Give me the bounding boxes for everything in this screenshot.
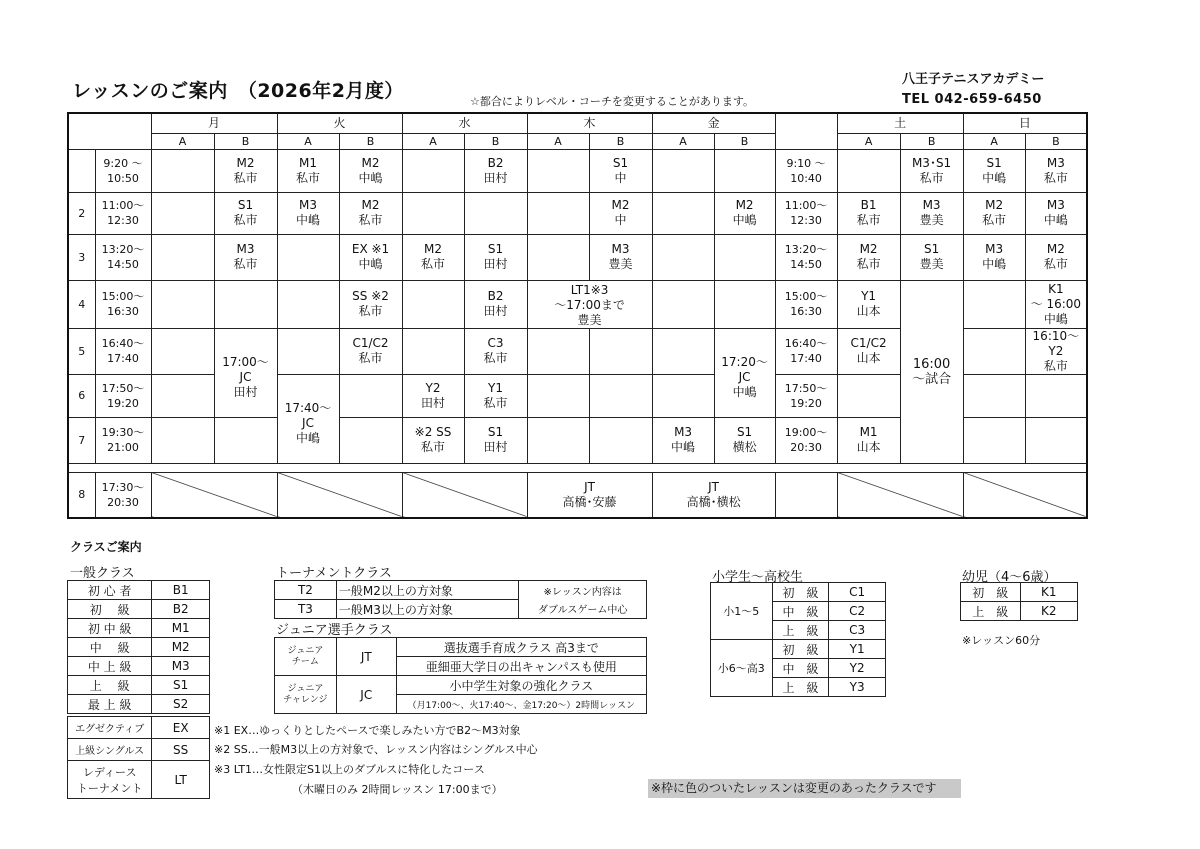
lesson-cell: 16:00 〜試合 (900, 280, 963, 463)
lesson-cell: B2 田村 (464, 280, 527, 328)
sub-header-a: A (402, 133, 464, 149)
lesson-cell (151, 328, 214, 374)
lesson-cell (589, 374, 652, 417)
lesson-cell: LT1※3 〜17:00まで 豊美 (527, 280, 652, 328)
lesson-cell (402, 280, 464, 328)
time-slot: 15:00〜 16:30 (775, 280, 837, 328)
lesson-cell (775, 472, 837, 518)
level-name: 中 上 級 (68, 657, 152, 676)
sub-header-a: A (963, 133, 1025, 149)
special-class-table (67, 716, 210, 799)
lesson-cell (527, 234, 589, 280)
lesson-cell: C3 私市 (464, 328, 527, 374)
row-number: 7 (68, 417, 95, 463)
lesson-schedule-table (67, 112, 1088, 519)
sub-header-b: B (339, 133, 402, 149)
level-code: SS (152, 739, 210, 761)
lesson-cell: S1 私市 (214, 192, 277, 234)
lesson-cell (277, 234, 339, 280)
row-number (68, 149, 95, 192)
lesson-cell (652, 374, 714, 417)
day-header-wed: 水 (402, 113, 527, 133)
level-code: S1 (152, 676, 210, 695)
lesson-cell: JT 高橋･横松 (652, 472, 775, 518)
time-slot: 17:30〜 20:30 (95, 472, 151, 518)
lesson-cell: S1 中 (589, 149, 652, 192)
lesson-cell (151, 234, 214, 280)
level-name: 初 中 級 (68, 619, 152, 638)
lesson-cell (837, 149, 900, 192)
tournament-code: T3 (275, 600, 337, 619)
sub-header-a: A (527, 133, 589, 149)
lesson-cell: EX ※1 中嶋 (339, 234, 402, 280)
lesson-cell: Y2 田村 (402, 374, 464, 417)
day-header-sat: 土 (837, 113, 963, 133)
sub-header-a: A (652, 133, 714, 149)
lesson-cell: M1 私市 (277, 149, 339, 192)
lesson-cell: ※2 SS 私市 (402, 417, 464, 463)
sub-header-b: B (214, 133, 277, 149)
junior-type: ジュニア チャレンジ (275, 676, 337, 714)
lesson-cell (652, 149, 714, 192)
footnote: ※3 LT1…女性限定S1以上のダブルスに特化したコース (214, 763, 485, 776)
lesson-cell: M2 私市 (402, 234, 464, 280)
lesson-cell: 17:00〜 JC 田村 (214, 328, 277, 417)
time-slot: 19:00〜 20:30 (775, 417, 837, 463)
level-code: B1 (152, 581, 210, 600)
lesson-cell (151, 149, 214, 192)
kids-class-table (960, 582, 1078, 621)
lesson-cell: M3 私市 (214, 234, 277, 280)
level-name: 初 級 (68, 600, 152, 619)
lesson-cell: B1 私市 (837, 192, 900, 234)
lesson-cell: M2 私市 (1025, 234, 1087, 280)
lesson-cell: 17:20〜 JC 中嶋 (714, 328, 775, 417)
level-code: Y2 (829, 659, 886, 678)
tournament-class-title: トーナメントクラス (276, 566, 392, 581)
level-code: C1 (829, 583, 886, 602)
kids-class-title: 幼児（4〜6歳） (962, 570, 1057, 585)
lesson-cell: M3 中嶋 (963, 234, 1025, 280)
lesson-cell (1025, 417, 1087, 463)
footnote: ※2 SS…一般M3以上の方対象で、レッスン内容はシングルス中心 (214, 743, 538, 756)
level-name: 上級シングルス (68, 739, 152, 761)
row-number: 2 (68, 192, 95, 234)
level-code: K1 (1020, 583, 1077, 602)
tournament-desc: 一般M3以上の方対象 (336, 600, 518, 619)
level-name: 初 心 者 (68, 581, 152, 600)
level-code: K2 (1020, 602, 1077, 621)
junior-desc: 亜細亜大学日の出キャンパスも使用 (396, 657, 646, 676)
lesson-cell (837, 374, 900, 417)
weekend-time-header (775, 113, 837, 149)
time-slot: 11:00〜 12:30 (775, 192, 837, 234)
time-slot: 19:30〜 21:00 (95, 417, 151, 463)
lesson-cell (402, 192, 464, 234)
sub-header-b: B (589, 133, 652, 149)
general-class-table (67, 580, 210, 714)
lesson-cell (963, 328, 1025, 374)
footnote: ※1 EX…ゆっくりとしたペースで楽しみたい方でB2〜M3対象 (214, 724, 521, 737)
level-code: S2 (152, 695, 210, 714)
lesson-cell: M2 中嶋 (339, 149, 402, 192)
lesson-cell (527, 192, 589, 234)
title-text: レッスンのご案内 (72, 80, 228, 102)
lesson-cell (339, 374, 402, 417)
level-name: 中 級 (68, 638, 152, 657)
time-slot: 13:20〜 14:50 (775, 234, 837, 280)
level-code: B2 (152, 600, 210, 619)
lesson-cell (1025, 374, 1087, 417)
level-name: 上 級 (961, 602, 1021, 621)
lesson-cell (527, 417, 589, 463)
lesson-cell: M3 中嶋 (277, 192, 339, 234)
lesson-cell (151, 417, 214, 463)
title-period: （2026年2月度） (237, 80, 404, 102)
tournament-note: ダブルスゲーム中心 (519, 600, 647, 619)
lesson-cell: M3 中嶋 (1025, 192, 1087, 234)
general-class-title: 一般クラス (70, 566, 135, 581)
lesson-cell (589, 328, 652, 374)
lesson-cell: M3 私市 (1025, 149, 1087, 192)
row-divider (68, 463, 1087, 472)
lesson-cell: K1 〜 16:00 中嶋 (1025, 280, 1087, 328)
lesson-cell (527, 149, 589, 192)
no-lesson-cell (402, 472, 527, 518)
lesson-cell: B2 田村 (464, 149, 527, 192)
lesson-cell (652, 280, 714, 328)
lesson-cell: C1/C2 私市 (339, 328, 402, 374)
row-number: 8 (68, 472, 95, 518)
level-code: C3 (829, 621, 886, 640)
lesson-cell: 17:40〜 JC 中嶋 (277, 374, 339, 463)
lesson-cell (464, 192, 527, 234)
lesson-cell (714, 280, 775, 328)
level-name: レディース トーナメント (68, 761, 152, 799)
academy-phone: TEL 042-659-6450 (902, 92, 1042, 107)
sub-header-b: B (1025, 133, 1087, 149)
sub-header-b: B (900, 133, 963, 149)
junior-desc: 小中学生対象の強化クラス (396, 676, 646, 695)
lesson-cell (652, 234, 714, 280)
lesson-cell: M2 中嶋 (714, 192, 775, 234)
lesson-cell (151, 280, 214, 328)
tournament-class-table (274, 580, 647, 619)
lesson-cell (652, 192, 714, 234)
time-slot: 16:40〜 17:40 (95, 328, 151, 374)
time-slot: 9:10 〜 10:40 (775, 149, 837, 192)
time-slot: 13:20〜 14:50 (95, 234, 151, 280)
lesson-cell: 16:10〜 Y2 私市 (1025, 328, 1087, 374)
level-name: 初 級 (772, 583, 829, 602)
tournament-note: ※レッスン内容は (519, 581, 647, 600)
lesson-cell (714, 234, 775, 280)
level-name: 中 級 (772, 602, 829, 621)
sub-header-b: B (714, 133, 775, 149)
day-header-sun: 日 (963, 113, 1087, 133)
color-change-note: ※枠に色のついたレッスンは変更のあったクラスです (648, 779, 961, 798)
corner-cell (68, 113, 151, 149)
time-slot: 11:00〜 12:30 (95, 192, 151, 234)
lesson-cell: M2 私市 (214, 149, 277, 192)
lesson-cell: M2 中 (589, 192, 652, 234)
level-code: LT (152, 761, 210, 799)
lesson-cell (277, 280, 339, 328)
level-name: 最 上 級 (68, 695, 152, 714)
student-class-table (710, 582, 886, 697)
lesson-cell (527, 328, 589, 374)
lesson-cell (963, 374, 1025, 417)
lesson-cell: M3 中嶋 (652, 417, 714, 463)
lesson-cell (214, 280, 277, 328)
lesson-duration-note: ※レッスン60分 (962, 634, 1041, 647)
lesson-cell: Y1 私市 (464, 374, 527, 417)
lesson-cell (214, 417, 277, 463)
lesson-cell (652, 328, 714, 374)
time-slot: 17:50〜 19:20 (95, 374, 151, 417)
lesson-cell: S1 豊美 (900, 234, 963, 280)
no-lesson-cell (963, 472, 1087, 518)
lesson-cell: M3 豊美 (900, 192, 963, 234)
day-header-tue: 火 (277, 113, 402, 133)
lesson-cell: S1 横松 (714, 417, 775, 463)
junior-desc: 選抜選手育成クラス 高3まで (396, 638, 646, 657)
level-code: Y1 (829, 640, 886, 659)
level-code: C2 (829, 602, 886, 621)
level-name: 上 級 (772, 678, 829, 697)
junior-class-table (274, 637, 647, 714)
notice-text: ☆都合によりレベル・コーチを変更することがあります。 (470, 95, 754, 108)
academy-name: 八王子テニスアカデミー (902, 72, 1045, 87)
level-name: 上 級 (68, 676, 152, 695)
lesson-cell: M3･S1 私市 (900, 149, 963, 192)
class-guide-heading: クラスご案内 (70, 540, 142, 554)
tournament-code: T2 (275, 581, 337, 600)
level-name: 初 級 (772, 640, 829, 659)
lesson-cell: M3 豊美 (589, 234, 652, 280)
lesson-cell: M2 私市 (963, 192, 1025, 234)
no-lesson-cell (837, 472, 963, 518)
junior-class-title: ジュニア選手クラス (276, 623, 393, 638)
lesson-cell (402, 149, 464, 192)
level-name: 上 級 (772, 621, 829, 640)
page-title (72, 76, 404, 103)
level-code: M2 (152, 638, 210, 657)
junior-code: JT (336, 638, 396, 676)
row-number: 3 (68, 234, 95, 280)
lesson-cell (277, 328, 339, 374)
footnote: （木曜日のみ 2時間レッスン 17:00まで） (292, 783, 503, 796)
lesson-cell (963, 417, 1025, 463)
sub-header-a: A (277, 133, 339, 149)
lesson-cell (963, 280, 1025, 328)
time-slot: 9:20 〜 10:50 (95, 149, 151, 192)
junior-code: JC (336, 676, 396, 714)
lesson-cell: S1 中嶋 (963, 149, 1025, 192)
lesson-cell (402, 328, 464, 374)
lesson-cell: SS ※2 私市 (339, 280, 402, 328)
junior-type: ジュニア チーム (275, 638, 337, 676)
no-lesson-cell (277, 472, 402, 518)
lesson-cell (714, 149, 775, 192)
day-header-thu: 木 (527, 113, 652, 133)
junior-desc: （月17:00〜、火17:40〜、金17:20〜）2時間レッスン (396, 695, 646, 714)
level-name: 初 級 (961, 583, 1021, 602)
sub-header-b: B (464, 133, 527, 149)
day-header-fri: 金 (652, 113, 775, 133)
lesson-cell: M2 私市 (837, 234, 900, 280)
lesson-cell: JT 高橋･安藤 (527, 472, 652, 518)
lesson-cell (339, 417, 402, 463)
level-code: Y3 (829, 678, 886, 697)
row-number: 6 (68, 374, 95, 417)
row-number: 4 (68, 280, 95, 328)
level-code: M1 (152, 619, 210, 638)
row-number: 5 (68, 328, 95, 374)
time-slot: 17:50〜 19:20 (775, 374, 837, 417)
day-header-mon: 月 (151, 113, 277, 133)
level-code: M3 (152, 657, 210, 676)
sub-header-a: A (151, 133, 214, 149)
lesson-cell (151, 192, 214, 234)
lesson-cell: S1 田村 (464, 417, 527, 463)
lesson-cell (527, 374, 589, 417)
time-slot: 16:40〜 17:40 (775, 328, 837, 374)
level-name: エグゼクティブ (68, 717, 152, 739)
grade-group: 小1〜5 (711, 583, 773, 640)
lesson-cell: C1/C2 山本 (837, 328, 900, 374)
sub-header-a: A (837, 133, 900, 149)
level-name: 中 級 (772, 659, 829, 678)
level-code: EX (152, 717, 210, 739)
lesson-cell (589, 417, 652, 463)
lesson-cell: M2 私市 (339, 192, 402, 234)
lesson-cell: Y1 山本 (837, 280, 900, 328)
no-lesson-cell (151, 472, 277, 518)
lesson-cell: S1 田村 (464, 234, 527, 280)
lesson-cell: M1 山本 (837, 417, 900, 463)
tournament-desc: 一般M2以上の方対象 (336, 581, 518, 600)
student-class-title: 小学生〜高校生 (712, 570, 804, 585)
lesson-cell (151, 374, 214, 417)
time-slot: 15:00〜 16:30 (95, 280, 151, 328)
grade-group: 小6〜高3 (711, 640, 773, 697)
